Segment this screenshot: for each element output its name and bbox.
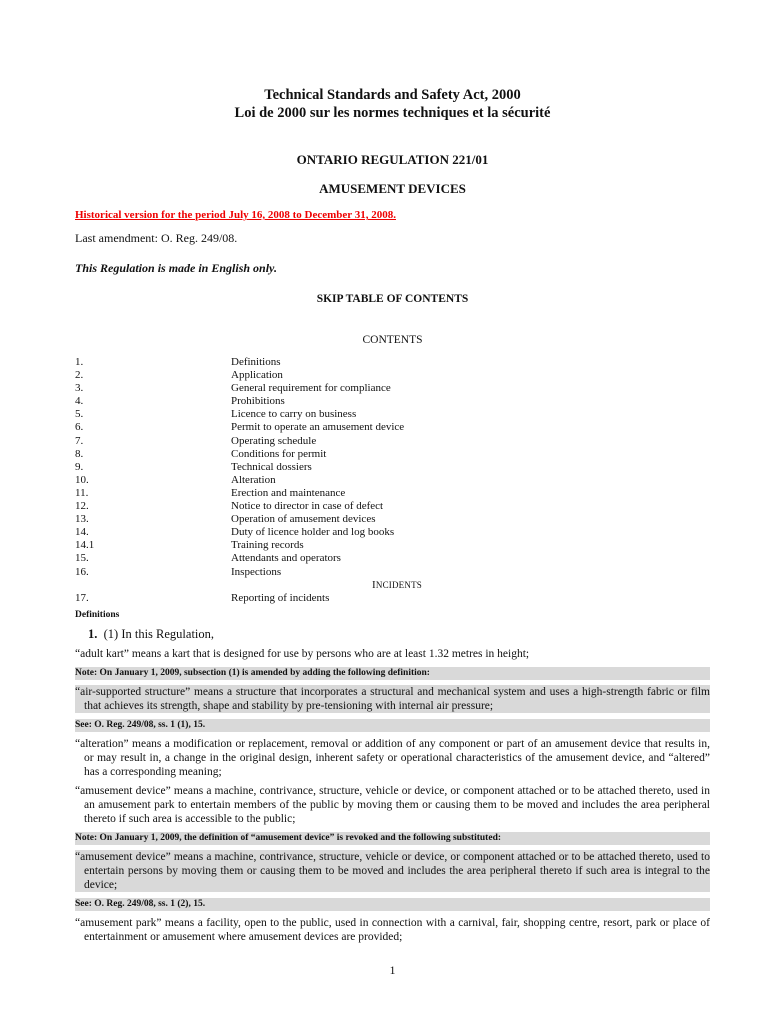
toc-item-title[interactable]: Technical dossiers [231, 460, 312, 473]
toc-item[interactable] [75, 461, 710, 474]
toc-item-number: 15. [75, 552, 89, 565]
toc-item[interactable] [75, 500, 710, 513]
toc-item-number: 3. [75, 382, 84, 395]
last-amendment: Last amendment: O. Reg. 249/08. [75, 231, 238, 245]
toc-item[interactable] [75, 526, 710, 539]
toc-item-title[interactable]: Alteration [231, 473, 276, 486]
toc-item-title[interactable]: General requirement for compliance [231, 382, 391, 395]
act-title-fr: Loi de 2000 sur les normes techniques et la sécurité [234, 105, 551, 121]
toc-item-title[interactable]: Inspections [231, 565, 282, 578]
definition-amusement-device-new: “amusement device” means a machine, contrivance, structure, vehicle or device, or component attached or to be attached thereto, used to entertain persons by moving them or causing them to be moved and includes the area peripheral thereto if such area is integral to the device; [75, 851, 710, 891]
toc-item-title[interactable]: Operation of amusement devices [231, 513, 376, 526]
toc-item[interactable] [75, 539, 710, 552]
toc-item-title[interactable]: Duty of licence holder and log books [231, 526, 395, 539]
toc-item[interactable] [75, 552, 710, 565]
act-title [75, 86, 710, 122]
toc-item-number: 1. [75, 356, 84, 368]
toc-item-title[interactable]: Operating schedule [231, 434, 317, 447]
see-reference: See: O. Reg. 249/08, ss. 1 (1), 15. [75, 719, 710, 732]
section-number: 1. [88, 627, 98, 641]
toc-item-number: 7. [75, 434, 84, 447]
toc-item-number: 17. [75, 591, 89, 604]
toc-item-number: 14.1 [75, 539, 95, 552]
page-number: 1 [389, 963, 396, 977]
skip-toc-link[interactable]: SKIP TABLE OF CONTENTS [316, 293, 469, 305]
definition-amusement-device: “amusement device” means a machine, contrivance, structure, vehicle or device, or component attached or to be attached thereto, used in an amusement park to entertain members of the public by moving them or causing them to be moved and includes the area peripheral thereto if such area is accessible to the public; [75, 785, 710, 825]
toc-item-number: 5. [75, 408, 84, 421]
toc-item-number: 11. [75, 486, 89, 499]
note-amendment: Note: On January 1, 2009, subsection (1) is amended by adding the following definition: [75, 667, 710, 680]
contents-heading: CONTENTS [362, 334, 423, 346]
toc-item-number: 12. [75, 500, 89, 513]
toc-item-number: 4. [75, 395, 84, 408]
toc-item[interactable] [75, 448, 710, 461]
definition-alteration: “alteration” means a modification or replacement, removal or addition of any component or part of an amusement device that results in, or may result in, a change in the original design, inherent safety or operational characteristics of the amusement device, and “altered” has a corresponding meaning; [75, 738, 710, 778]
toc-item-number: 6. [75, 421, 84, 434]
toc-item-title[interactable]: Licence to carry on business [231, 408, 357, 421]
section-text: (1) In this Regulation, [103, 627, 215, 641]
toc-item[interactable] [75, 513, 710, 526]
toc-item-title[interactable]: Prohibitions [231, 395, 285, 408]
toc-item[interactable] [75, 474, 710, 487]
regulation-body [75, 608, 710, 944]
section-1-intro [75, 626, 710, 642]
toc-item[interactable] [75, 369, 710, 382]
regulation-subject: AMUSEMENT DEVICES [319, 181, 466, 196]
toc-item-number: 8. [75, 447, 84, 460]
toc-item[interactable] [75, 435, 710, 448]
definition-air-supported-structure: “air-supported structure” means a structure that incorporates a structural and mechanical system and uses a high-strength fabric or film that achieves its strength, shape and stability by pre-tensioning with internal air pressure; [75, 686, 710, 712]
toc-item-number: 14. [75, 526, 89, 539]
toc-item[interactable] [75, 382, 710, 395]
table-of-contents [75, 356, 710, 605]
note-revocation: Note: On January 1, 2009, the definition of “amusement device” is revoked and the following substituted: [75, 832, 710, 845]
toc-item-title[interactable]: Permit to operate an amusement device [231, 421, 405, 434]
toc-item-number: 13. [75, 513, 89, 526]
toc-item-title[interactable]: Reporting of incidents [231, 591, 330, 604]
toc-item-title[interactable]: Attendants and operators [231, 552, 341, 565]
toc-item-number: 2. [75, 369, 84, 382]
toc-item[interactable] [75, 592, 710, 605]
definitions-heading: Definitions [75, 610, 120, 620]
toc-item[interactable] [75, 566, 710, 579]
toc-item[interactable] [75, 395, 710, 408]
toc-item-title[interactable]: Application [231, 369, 283, 382]
toc-item[interactable] [75, 356, 710, 369]
toc-item-number: 16. [75, 565, 89, 578]
toc-item-title[interactable]: Definitions [231, 356, 281, 368]
see-reference: See: O. Reg. 249/08, ss. 1 (2), 15. [75, 898, 710, 911]
toc-item-title[interactable]: Notice to director in case of defect [231, 500, 384, 513]
toc-item-number: 10. [75, 473, 89, 486]
definition-amusement-park: “amusement park” means a facility, open to the public, used in connection with a carnival, fair, shopping centre, resort, park or place of entertainment or amusement where amusement devices are provided; [75, 917, 710, 943]
toc-item[interactable] [75, 487, 710, 500]
toc-subheading-incidents: INCIDENTS [372, 578, 422, 591]
toc-item[interactable] [75, 408, 710, 421]
toc-item-title[interactable]: Erection and maintenance [231, 486, 346, 499]
regulation-number: ONTARIO REGULATION 221/01 [296, 152, 489, 167]
toc-item[interactable] [75, 421, 710, 434]
historical-version-link[interactable]: Historical version for the period July 16, 2008 to December 31, 2008. [75, 209, 396, 221]
definition-adult-kart: “adult kart” means a kart that is designed for use by persons who are at least 1.32 metres in height; [75, 648, 530, 660]
act-title-en: Technical Standards and Safety Act, 2000 [264, 87, 521, 103]
toc-item-title[interactable]: Training records [231, 539, 304, 552]
english-only-note: This Regulation is made in English only. [75, 261, 277, 275]
toc-item-number: 9. [75, 460, 84, 473]
toc-item-title[interactable]: Conditions for permit [231, 447, 327, 460]
